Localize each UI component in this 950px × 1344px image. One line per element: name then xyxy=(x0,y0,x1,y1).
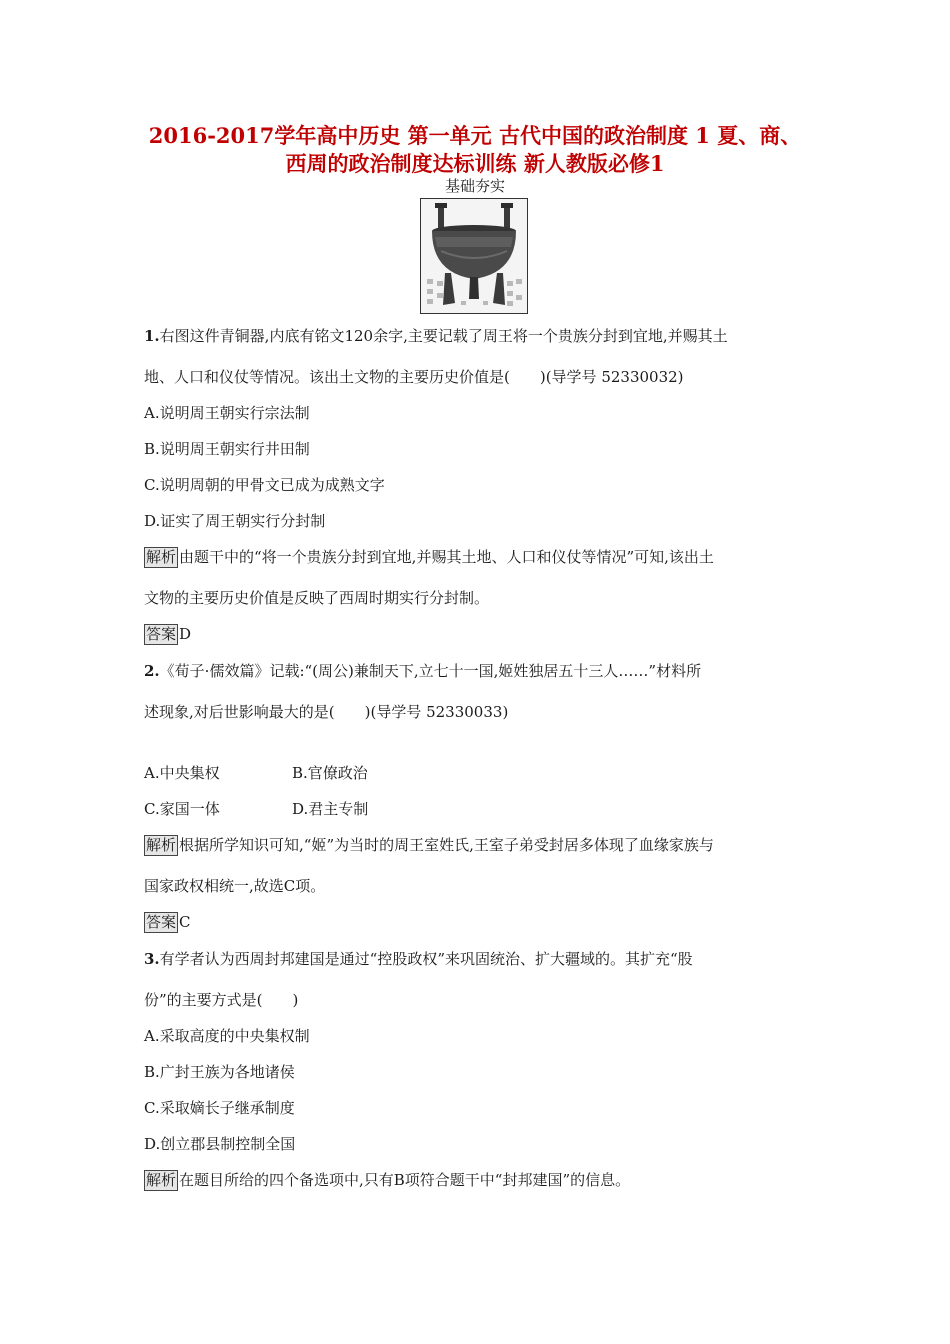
analysis-label: 解析 xyxy=(146,836,177,854)
question-2-answer-value: C xyxy=(179,913,191,931)
question-3-stem-line-2: 份”的主要方式是( ) xyxy=(144,991,299,1009)
question-3-analysis-line-1 xyxy=(144,1169,630,1191)
question-2-stem-text-1: 《荀子·儒效篇》记载:“(周公)兼制天下,立七十一国,姬姓独居五十三人……”材料所 xyxy=(159,662,702,680)
analysis-label: 解析 xyxy=(146,1171,177,1189)
question-2-option-a: A.中央集权 xyxy=(144,764,220,782)
analysis-label: 解析 xyxy=(146,548,177,566)
question-2-options-row-1 xyxy=(144,762,368,784)
question-3-number: 3. xyxy=(144,950,160,968)
question-2-analysis-text-1: 根据所学知识可知,“姬”为当时的周王室姓氏,王室子弟受封居多体现了血缘家族与 xyxy=(179,836,714,854)
bronze-ding-figure xyxy=(420,198,528,314)
question-2-option-c: C.家国一体 xyxy=(144,800,220,818)
question-2-answer-line xyxy=(144,911,191,933)
question-1-option-b: B.说明周王朝实行井田制 xyxy=(144,440,310,458)
section-heading: 基础夯实 xyxy=(444,177,505,195)
question-1-analysis-line-1 xyxy=(144,546,714,568)
question-1-option-a: A.说明周王朝实行宗法制 xyxy=(144,404,310,422)
answer-label: 答案 xyxy=(146,913,177,931)
document-title-line-1: 2016-2017学年高中历史 第一单元 古代中国的政治制度 1 夏、商、 xyxy=(148,123,802,148)
question-1-answer-value: D xyxy=(179,625,192,643)
bronze-ding-vessel-icon xyxy=(421,199,527,313)
question-2-options-row-2 xyxy=(144,798,369,820)
question-1-option-c: C.说明周朝的甲骨文已成为成熟文字 xyxy=(144,476,385,494)
question-2-analysis-line-2: 国家政权相统一,故选C项。 xyxy=(144,877,326,895)
question-3-analysis-text-1: 在题目所给的四个备选项中,只有B项符合题干中“封邦建国”的信息。 xyxy=(179,1171,631,1189)
question-1-stem-line-2: 地、人口和仪仗等情况。该出土文物的主要历史价值是( )(导学号 52330032) xyxy=(144,368,684,386)
question-1-stem-text-1: 右图这件青铜器,内底有铭文120余字,主要记载了周王将一个贵族分封到宜地,并赐其土 xyxy=(159,327,728,345)
document-title-line-2: 西周的政治制度达标训练 新人教版必修1 xyxy=(285,151,665,176)
question-2-analysis-line-1 xyxy=(144,834,714,856)
question-1-answer-line xyxy=(144,623,191,645)
question-1-analysis-line-2: 文物的主要历史价值是反映了西周时期实行分封制。 xyxy=(144,589,490,607)
question-2-option-d: D.君主专制 xyxy=(292,800,369,818)
question-3-option-b: B.广封王族为各地诸侯 xyxy=(144,1063,295,1081)
answer-label: 答案 xyxy=(146,625,177,643)
question-2-number: 2. xyxy=(144,662,160,680)
question-3-option-d: D.创立郡县制控制全国 xyxy=(144,1135,296,1153)
question-1-analysis-text-1: 由题干中的“将一个贵族分封到宜地,并赐其土地、人口和仪仗等情况”可知,该出土 xyxy=(179,548,714,566)
question-1-number: 1. xyxy=(144,327,160,345)
question-2-option-b: B.官僚政治 xyxy=(292,764,368,782)
question-2-stem-line-2: 述现象,对后世影响最大的是( )(导学号 52330033) xyxy=(144,703,509,721)
question-2-stem-line-1 xyxy=(144,660,701,682)
question-3-option-c: C.采取嫡长子继承制度 xyxy=(144,1099,295,1117)
question-3-option-a: A.采取高度的中央集权制 xyxy=(144,1027,310,1045)
question-1-stem-line-1 xyxy=(144,325,728,347)
question-1-option-d: D.证实了周王朝实行分封制 xyxy=(144,512,326,530)
question-3-stem-text-1: 有学者认为西周封邦建国是通过“控股政权”来巩固统治、扩大疆域的。其扩充“股 xyxy=(159,950,693,968)
question-3-stem-line-1 xyxy=(144,948,693,970)
